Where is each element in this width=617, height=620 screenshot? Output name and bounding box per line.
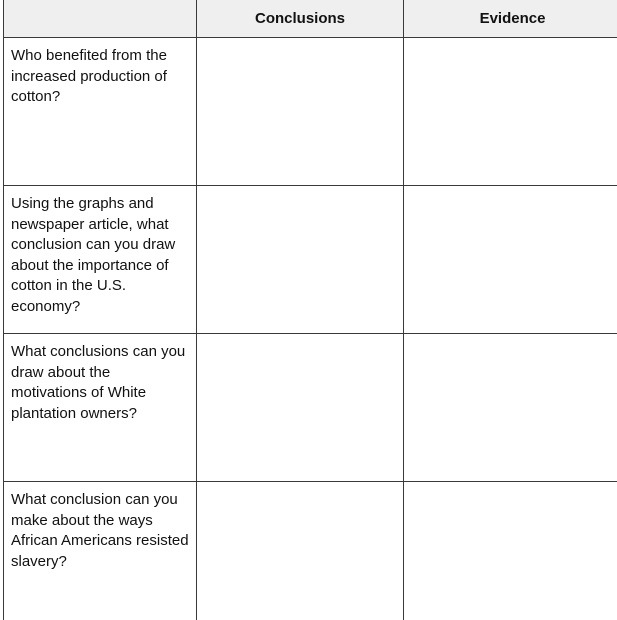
table-row (4, 482, 617, 620)
conclusion-answer-cell[interactable] (197, 38, 404, 186)
evidence-answer-cell[interactable] (404, 38, 617, 186)
question-text: What conclusion can you make about the ways African Americans resisted slavery? (11, 491, 189, 570)
conclusion-answer-cell[interactable] (197, 482, 404, 620)
question-cell (4, 38, 197, 186)
question-text: Who benefited from the increased production of cotton? (11, 47, 167, 105)
question-cell (4, 186, 197, 334)
header-row (4, 0, 617, 38)
question-text: Using the graphs and newspaper article, what conclusion can you draw about the importance of cotton in the U.S. economy? (11, 195, 176, 315)
table-row (4, 186, 617, 334)
question-cell (4, 334, 197, 482)
conclusions-evidence-table (3, 0, 617, 620)
question-cell (4, 482, 197, 620)
conclusion-answer-cell[interactable] (197, 334, 404, 482)
table-row (4, 334, 617, 482)
question-text: What conclusions can you draw about the motivations of White plantation owners? (11, 343, 186, 422)
evidence-answer-cell[interactable] (404, 482, 617, 620)
table-row (4, 38, 617, 186)
header-conclusions: Conclusions (197, 0, 404, 38)
evidence-answer-cell[interactable] (404, 334, 617, 482)
header-evidence: Evidence (404, 0, 617, 38)
evidence-answer-cell[interactable] (404, 186, 617, 334)
conclusion-answer-cell[interactable] (197, 186, 404, 334)
header-blank-cell (4, 0, 197, 38)
